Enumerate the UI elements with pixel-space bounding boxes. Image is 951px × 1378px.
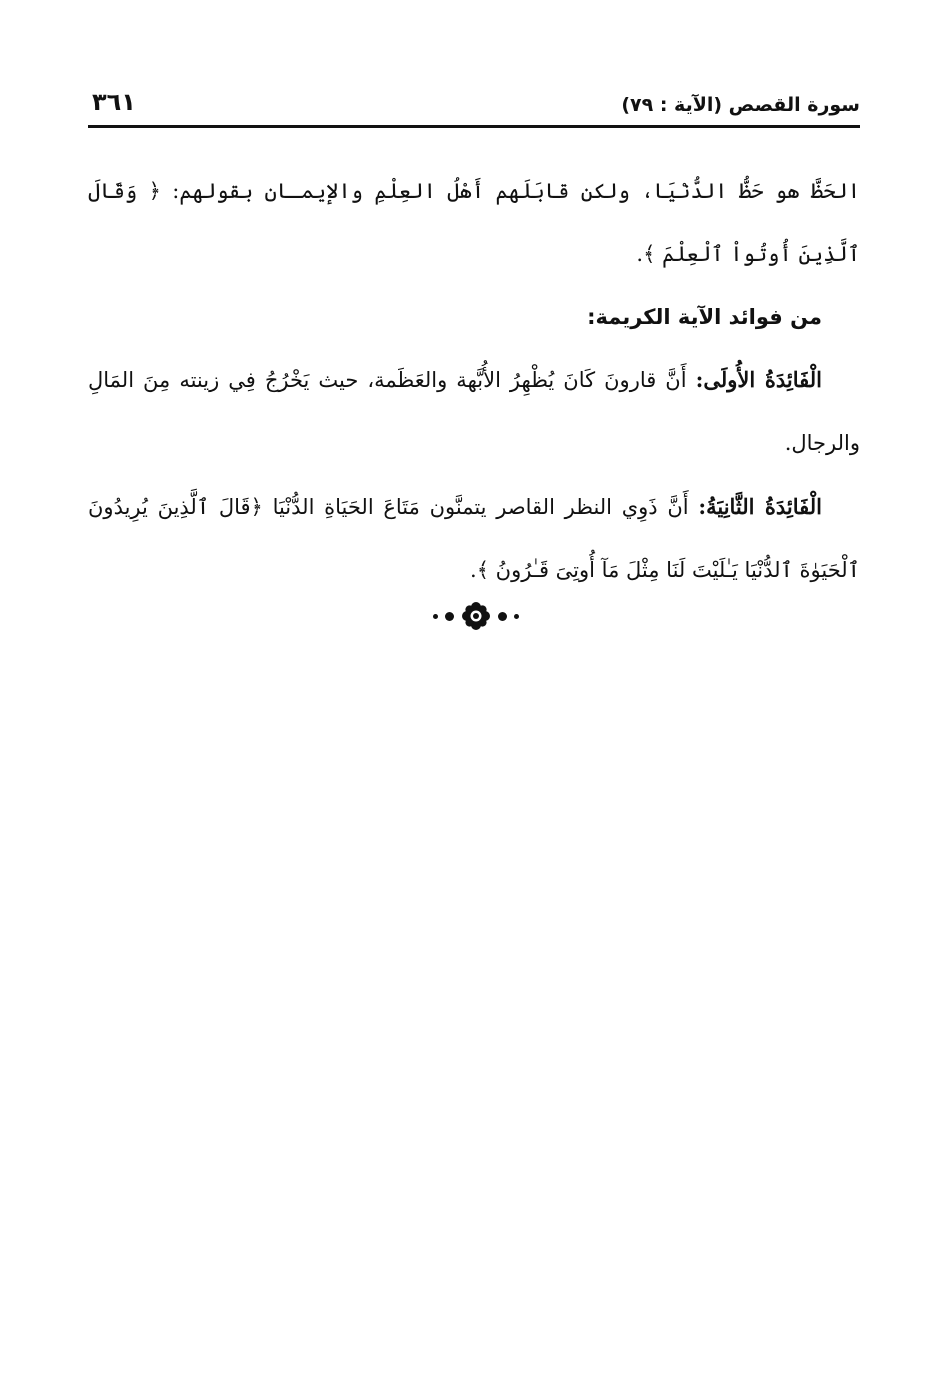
benefit-second-end: . <box>470 558 477 582</box>
page-body <box>88 160 860 602</box>
benefit-first-label: الْفَائِدَةُ الأُولَى: <box>695 367 822 392</box>
ornament-dot <box>498 612 507 621</box>
header-title: سورة القصص (الآية : ٧٩) <box>621 94 860 116</box>
ornament-dot <box>445 612 454 621</box>
page-number: ٣٦١ <box>92 88 136 116</box>
benefit-first <box>88 348 860 475</box>
quran-quote: ﴿ وَقَالَ ٱلَّذِينَ أُوتُواْ ٱلْعِلْمَ ﴾ <box>88 179 860 266</box>
benefit-second-label: الْفَائِدَةُ الثَّانِيَةُ: <box>698 494 822 519</box>
ornament-dot <box>433 614 438 619</box>
page-header <box>88 88 860 130</box>
benefit-first-text: أَنَّ قارونَ كَانَ يُظْهِرُ الأُبَّهة والعَظَمة، حيث يَخْرُجُ فِي زينته مِنَ المَالِ والرجال. <box>88 368 860 455</box>
quran-quote-second: ﴿قَالَ ٱلَّذِينَ يُرِيدُونَ ٱلْحَيَوٰةَ ٱلدُّنْيَا يَـٰلَيْتَ لَنَا مِثْلَ مَآ أُوتِىَ قَـٰرُونُ ﴾ <box>88 495 860 582</box>
section-heading: من فوائد الآية الكريمة: <box>587 305 822 329</box>
ornament-dot <box>514 614 519 619</box>
header-divider <box>88 125 860 128</box>
floral-ornament-icon <box>461 601 491 631</box>
section-end-ornament <box>0 596 951 636</box>
paragraph-intro-end: . <box>636 242 644 266</box>
benefit-second-text: أَنَّ ذَوِي النظر القاصر يتمنَّون مَتَاعَ الحَيَاةِ الدُّنْيَا <box>262 495 699 519</box>
benefit-second <box>88 475 860 602</box>
paragraph-intro-text: الحَظَّ هو حَظُّ الدُّنْيَا، ولكن قابَلَهم أَهْلُ العِلْمِ والإيمـان بقولهم: <box>160 179 861 203</box>
paragraph-intro <box>88 160 860 286</box>
